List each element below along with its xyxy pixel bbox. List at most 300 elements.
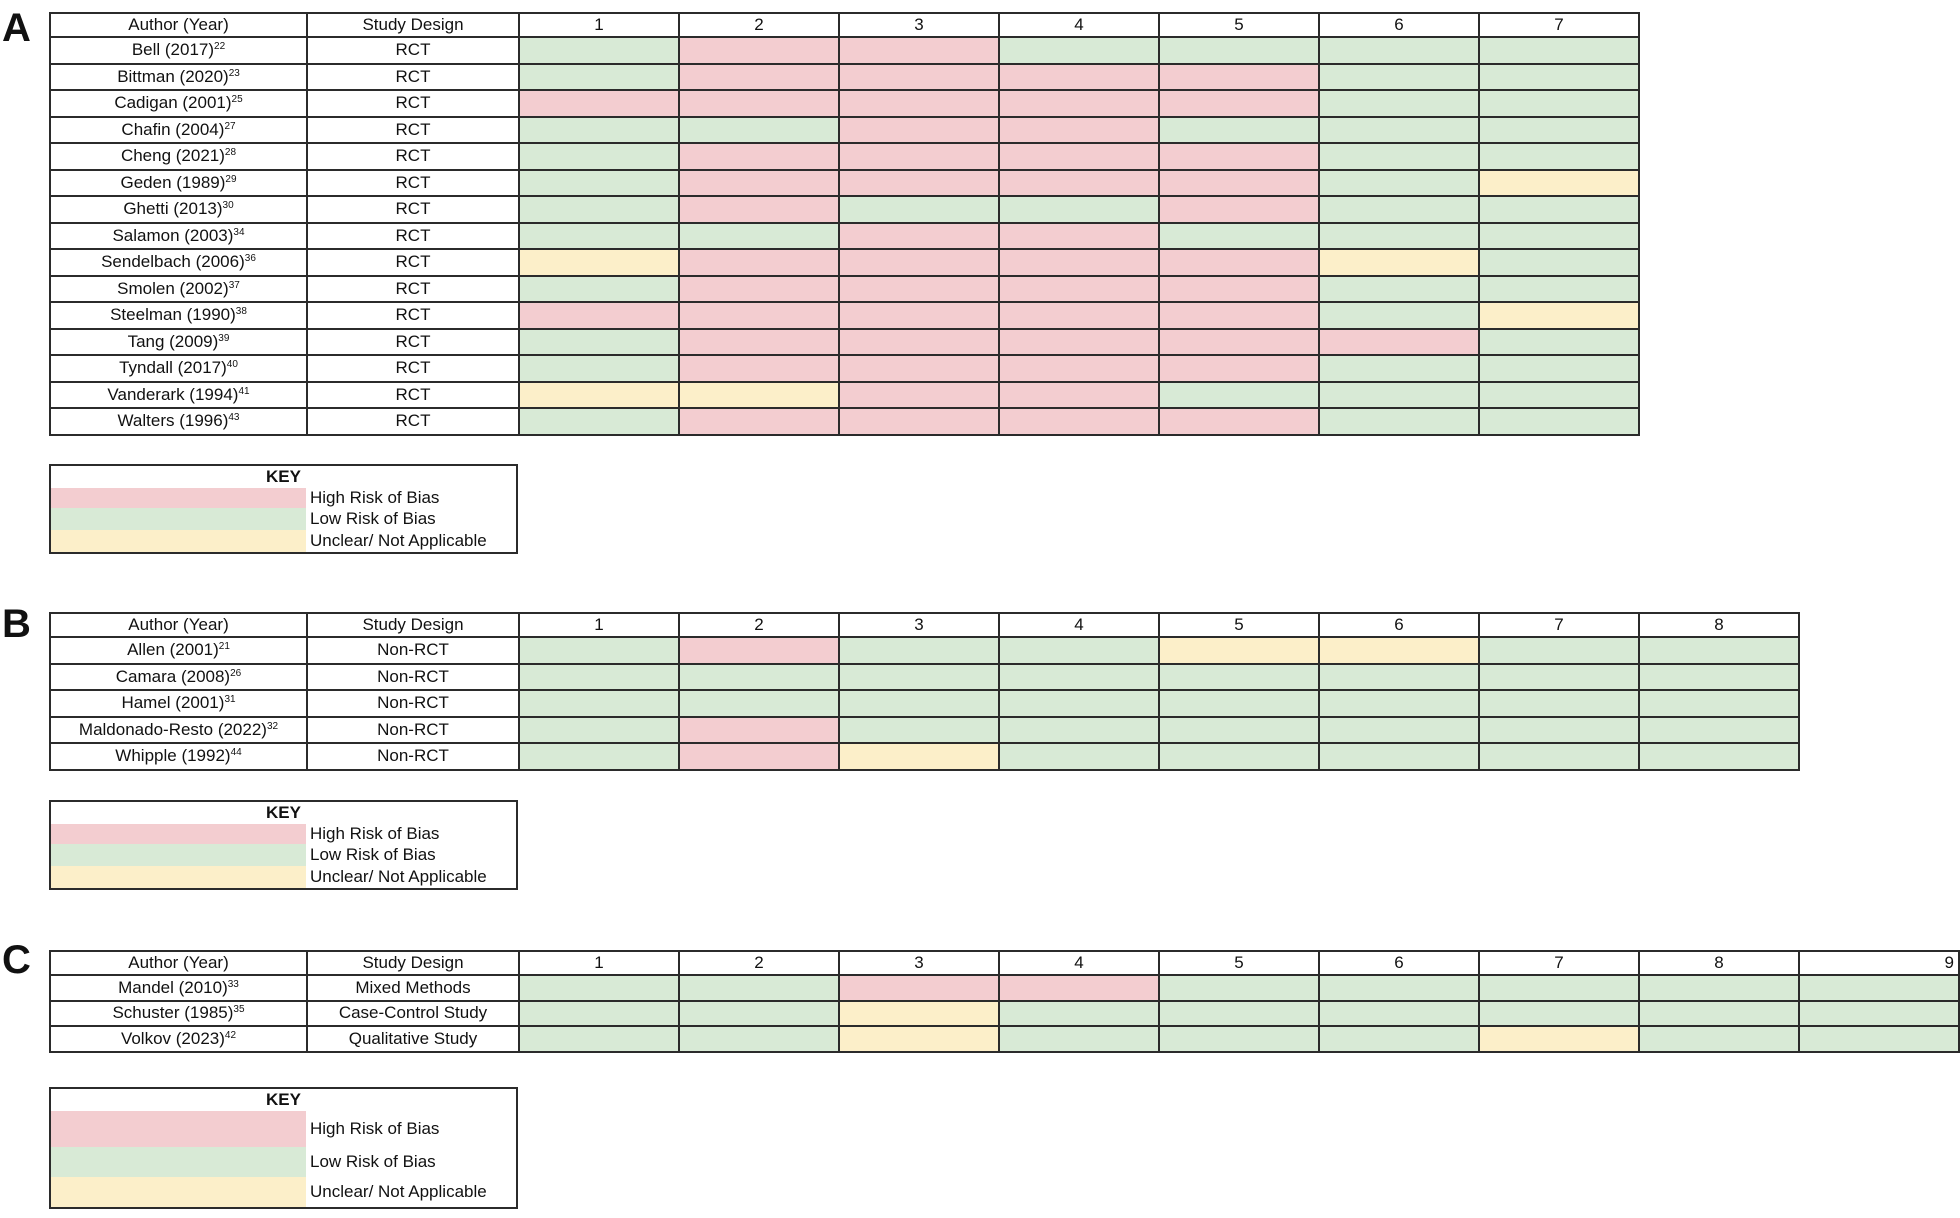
legend-item bbox=[51, 488, 516, 508]
legend-label: Low Risk of Bias bbox=[310, 845, 436, 864]
rating-cell bbox=[519, 664, 679, 691]
risk-of-bias-table bbox=[49, 950, 1960, 1053]
rating-cell bbox=[839, 196, 999, 223]
rating-cell bbox=[679, 408, 839, 435]
legend-item bbox=[51, 844, 516, 866]
rating-cell bbox=[999, 223, 1159, 250]
rating-cell bbox=[1639, 637, 1799, 664]
author-cell bbox=[50, 975, 307, 1001]
criterion-header: 5 bbox=[1159, 13, 1319, 37]
rating-cell bbox=[519, 1026, 679, 1052]
criterion-header: 5 bbox=[1159, 951, 1319, 975]
rating-cell bbox=[1479, 382, 1639, 409]
rating-cell bbox=[839, 37, 999, 64]
rating-cell bbox=[1799, 1001, 1959, 1027]
table-row bbox=[50, 223, 1639, 250]
table-row bbox=[50, 276, 1639, 303]
rating-cell bbox=[679, 1001, 839, 1027]
reference-number: 28 bbox=[224, 147, 237, 159]
reference-number: 25 bbox=[231, 94, 243, 106]
author-cell bbox=[50, 329, 307, 356]
rating-cell bbox=[1319, 170, 1479, 197]
study-design-cell: Qualitative Study bbox=[307, 1026, 519, 1052]
author-cell bbox=[50, 276, 307, 303]
legend-key bbox=[49, 1087, 518, 1209]
rating-cell bbox=[1159, 90, 1319, 117]
table-row bbox=[50, 37, 1639, 64]
rating-cell bbox=[1479, 37, 1639, 64]
legend-label: Unclear/ Not Applicable bbox=[310, 531, 487, 550]
study-design-cell: RCT bbox=[307, 170, 519, 197]
author-name: Smolen (2002) bbox=[117, 278, 229, 298]
reference-number: 39 bbox=[218, 332, 230, 344]
rating-cell bbox=[999, 355, 1159, 382]
rating-cell bbox=[839, 1026, 999, 1052]
author-name: Geden (1989) bbox=[120, 172, 226, 192]
rating-cell bbox=[999, 37, 1159, 64]
legend-swatch bbox=[51, 1147, 306, 1177]
study-design-cell: RCT bbox=[307, 37, 519, 64]
rating-cell bbox=[999, 143, 1159, 170]
rating-cell bbox=[519, 302, 679, 329]
rating-cell bbox=[839, 637, 999, 664]
study-design-cell: Non-RCT bbox=[307, 664, 519, 691]
rating-cell bbox=[1479, 355, 1639, 382]
criterion-header: 4 bbox=[999, 613, 1159, 637]
rating-cell bbox=[1479, 196, 1639, 223]
rating-cell bbox=[1479, 276, 1639, 303]
rating-cell bbox=[1319, 382, 1479, 409]
author-name: Hamel (2001) bbox=[121, 693, 225, 713]
reference-number: 23 bbox=[228, 67, 240, 79]
rating-cell bbox=[1159, 408, 1319, 435]
reference-number: 30 bbox=[222, 200, 234, 212]
rating-cell bbox=[1159, 37, 1319, 64]
legend-item bbox=[51, 530, 516, 552]
criterion-header: 7 bbox=[1479, 951, 1639, 975]
rating-cell bbox=[839, 690, 999, 717]
legend-label: High Risk of Bias bbox=[310, 488, 440, 507]
rating-cell bbox=[839, 143, 999, 170]
reference-number: 33 bbox=[227, 978, 239, 990]
rating-cell bbox=[1639, 717, 1799, 744]
rating-cell bbox=[1159, 637, 1319, 664]
rating-cell bbox=[679, 1026, 839, 1052]
legend-label: Low Risk of Bias bbox=[310, 1152, 436, 1171]
rating-cell bbox=[1319, 64, 1479, 91]
rating-cell bbox=[999, 975, 1159, 1001]
rating-cell bbox=[679, 382, 839, 409]
reference-number: 26 bbox=[230, 667, 242, 679]
rating-cell bbox=[1159, 223, 1319, 250]
rating-cell bbox=[1159, 382, 1319, 409]
rating-cell bbox=[679, 664, 839, 691]
rating-cell bbox=[839, 249, 999, 276]
rating-cell bbox=[1319, 664, 1479, 691]
table-row bbox=[50, 249, 1639, 276]
rating-cell bbox=[679, 975, 839, 1001]
rating-cell bbox=[1319, 355, 1479, 382]
reference-number: 41 bbox=[238, 385, 250, 397]
reference-number: 37 bbox=[228, 279, 240, 291]
legend-item bbox=[51, 824, 516, 844]
rating-cell bbox=[1319, 117, 1479, 144]
rating-cell bbox=[519, 223, 679, 250]
rating-cell bbox=[679, 170, 839, 197]
author-name: Cheng (2021) bbox=[120, 146, 225, 166]
legend-title: KEY bbox=[266, 467, 301, 486]
author-cell bbox=[50, 382, 307, 409]
author-cell bbox=[50, 717, 307, 744]
study-design-cell: RCT bbox=[307, 355, 519, 382]
legend-swatch bbox=[51, 1111, 306, 1147]
rating-cell bbox=[679, 64, 839, 91]
legend-label: High Risk of Bias bbox=[310, 824, 440, 843]
rating-cell bbox=[839, 664, 999, 691]
rating-cell bbox=[1159, 975, 1319, 1001]
rating-cell bbox=[1479, 143, 1639, 170]
author-name: Chafin (2004) bbox=[121, 119, 225, 139]
rating-cell bbox=[839, 276, 999, 303]
table-row bbox=[50, 975, 1959, 1001]
legend-item bbox=[51, 508, 516, 530]
reference-number: 38 bbox=[235, 306, 247, 318]
rating-cell bbox=[1479, 690, 1639, 717]
panel-label: A bbox=[2, 6, 31, 50]
rating-cell bbox=[839, 90, 999, 117]
author-name: Schuster (1985) bbox=[112, 1003, 234, 1023]
author-cell bbox=[50, 302, 307, 329]
author-cell bbox=[50, 90, 307, 117]
panel-label: B bbox=[2, 602, 31, 646]
panel-label: C bbox=[2, 938, 31, 982]
table-row bbox=[50, 64, 1639, 91]
criterion-header: 6 bbox=[1319, 613, 1479, 637]
table-row bbox=[50, 143, 1639, 170]
author-name: Whipple (1992) bbox=[115, 746, 231, 766]
rating-cell bbox=[1319, 143, 1479, 170]
rating-cell bbox=[1479, 717, 1639, 744]
rating-cell bbox=[519, 637, 679, 664]
rating-cell bbox=[1319, 408, 1479, 435]
rating-cell bbox=[519, 276, 679, 303]
author-cell bbox=[50, 743, 307, 770]
criterion-header: 7 bbox=[1479, 613, 1639, 637]
rating-cell bbox=[519, 90, 679, 117]
legend-label: Unclear/ Not Applicable bbox=[310, 867, 487, 886]
study-design-cell: RCT bbox=[307, 302, 519, 329]
study-design-cell: Mixed Methods bbox=[307, 975, 519, 1001]
study-design-cell: Case-Control Study bbox=[307, 1001, 519, 1027]
reference-number: 43 bbox=[228, 412, 240, 424]
author-name: Ghetti (2013) bbox=[123, 199, 223, 219]
study-design-cell: RCT bbox=[307, 223, 519, 250]
rating-cell bbox=[519, 743, 679, 770]
author-cell bbox=[50, 143, 307, 170]
rating-cell bbox=[1159, 1026, 1319, 1052]
criterion-header: 3 bbox=[839, 613, 999, 637]
rating-cell bbox=[839, 743, 999, 770]
rating-cell bbox=[519, 170, 679, 197]
author-cell bbox=[50, 1026, 307, 1052]
legend-item bbox=[51, 866, 516, 888]
design-header: Study Design bbox=[307, 951, 519, 975]
author-header: Author (Year) bbox=[50, 613, 307, 637]
legend-swatch bbox=[51, 866, 306, 888]
rating-cell bbox=[519, 37, 679, 64]
rating-cell bbox=[1159, 664, 1319, 691]
rating-cell bbox=[1159, 717, 1319, 744]
rating-cell bbox=[1319, 975, 1479, 1001]
table-row bbox=[50, 302, 1639, 329]
reference-number: 29 bbox=[225, 173, 237, 185]
table-row bbox=[50, 408, 1639, 435]
rating-cell bbox=[839, 1001, 999, 1027]
rating-cell bbox=[519, 249, 679, 276]
author-cell bbox=[50, 196, 307, 223]
header-row bbox=[50, 951, 1959, 975]
rating-cell bbox=[519, 408, 679, 435]
rating-cell bbox=[679, 355, 839, 382]
rating-cell bbox=[679, 329, 839, 356]
author-name: Sendelbach (2006) bbox=[101, 252, 245, 272]
rating-cell bbox=[839, 223, 999, 250]
legend-label: Unclear/ Not Applicable bbox=[310, 1182, 487, 1201]
rating-cell bbox=[999, 1001, 1159, 1027]
study-design-cell: Non-RCT bbox=[307, 690, 519, 717]
rating-cell bbox=[1799, 1026, 1959, 1052]
author-name: Mandel (2010) bbox=[118, 977, 228, 997]
rating-cell bbox=[1479, 64, 1639, 91]
reference-number: 34 bbox=[233, 226, 245, 238]
rating-cell bbox=[679, 743, 839, 770]
rating-cell bbox=[679, 637, 839, 664]
author-cell bbox=[50, 690, 307, 717]
legend-title: KEY bbox=[266, 803, 301, 822]
rating-cell bbox=[1159, 355, 1319, 382]
rating-cell bbox=[1639, 1026, 1799, 1052]
rating-cell bbox=[1319, 37, 1479, 64]
rating-cell bbox=[1319, 1001, 1479, 1027]
reference-number: 36 bbox=[244, 253, 256, 265]
rating-cell bbox=[1319, 743, 1479, 770]
study-design-cell: RCT bbox=[307, 382, 519, 409]
rating-cell bbox=[1479, 975, 1639, 1001]
reference-number: 31 bbox=[224, 694, 236, 706]
rating-cell bbox=[999, 717, 1159, 744]
criterion-header: 1 bbox=[519, 13, 679, 37]
legend-item bbox=[51, 1177, 516, 1207]
legend-swatch bbox=[51, 824, 306, 844]
author-name: Camara (2008) bbox=[115, 666, 231, 686]
rating-cell bbox=[1479, 302, 1639, 329]
criterion-header: 1 bbox=[519, 951, 679, 975]
study-design-cell: Non-RCT bbox=[307, 743, 519, 770]
rating-cell bbox=[1319, 196, 1479, 223]
rating-cell bbox=[1639, 664, 1799, 691]
rating-cell bbox=[519, 143, 679, 170]
legend-item bbox=[51, 1147, 516, 1177]
criterion-header: 6 bbox=[1319, 13, 1479, 37]
table-row bbox=[50, 382, 1639, 409]
rating-cell bbox=[679, 276, 839, 303]
author-name: Salamon (2003) bbox=[112, 225, 234, 245]
rating-cell bbox=[1639, 743, 1799, 770]
rating-cell bbox=[1479, 743, 1639, 770]
rating-cell bbox=[1319, 223, 1479, 250]
rating-cell bbox=[519, 329, 679, 356]
rating-cell bbox=[999, 170, 1159, 197]
legend-label: Low Risk of Bias bbox=[310, 509, 436, 528]
criterion-header: 7 bbox=[1479, 13, 1639, 37]
legend-key bbox=[49, 800, 518, 890]
author-cell bbox=[50, 408, 307, 435]
rating-cell bbox=[999, 637, 1159, 664]
rating-cell bbox=[519, 1001, 679, 1027]
rating-cell bbox=[519, 196, 679, 223]
table-row bbox=[50, 355, 1639, 382]
rating-cell bbox=[839, 302, 999, 329]
table-row bbox=[50, 637, 1799, 664]
rating-cell bbox=[839, 170, 999, 197]
author-name: Cadigan (2001) bbox=[114, 93, 232, 113]
author-cell bbox=[50, 664, 307, 691]
rating-cell bbox=[679, 302, 839, 329]
table-row bbox=[50, 90, 1639, 117]
risk-of-bias-table bbox=[49, 612, 1800, 771]
rating-cell bbox=[1319, 717, 1479, 744]
rating-cell bbox=[999, 117, 1159, 144]
legend-swatch bbox=[51, 844, 306, 866]
rating-cell bbox=[519, 64, 679, 91]
study-design-cell: Non-RCT bbox=[307, 717, 519, 744]
rating-cell bbox=[1159, 690, 1319, 717]
rating-cell bbox=[999, 1026, 1159, 1052]
reference-number: 35 bbox=[233, 1004, 245, 1016]
rating-cell bbox=[999, 302, 1159, 329]
study-design-cell: Non-RCT bbox=[307, 637, 519, 664]
reference-number: 27 bbox=[224, 120, 236, 132]
rating-cell bbox=[679, 249, 839, 276]
rating-cell bbox=[1159, 196, 1319, 223]
rating-cell bbox=[839, 117, 999, 144]
legend-key bbox=[49, 464, 518, 554]
criterion-header: 1 bbox=[519, 613, 679, 637]
author-header: Author (Year) bbox=[50, 13, 307, 37]
author-cell bbox=[50, 170, 307, 197]
study-design-cell: RCT bbox=[307, 249, 519, 276]
criterion-header: 2 bbox=[679, 613, 839, 637]
rating-cell bbox=[679, 37, 839, 64]
legend-title: KEY bbox=[266, 1090, 301, 1109]
author-name: Bittman (2020) bbox=[117, 66, 229, 86]
author-name: Steelman (1990) bbox=[110, 305, 236, 325]
table-row bbox=[50, 664, 1799, 691]
rating-cell bbox=[999, 743, 1159, 770]
rating-cell bbox=[1479, 223, 1639, 250]
study-design-cell: RCT bbox=[307, 143, 519, 170]
rating-cell bbox=[1159, 276, 1319, 303]
rating-cell bbox=[519, 382, 679, 409]
author-cell bbox=[50, 64, 307, 91]
criterion-header: 9 bbox=[1799, 951, 1959, 975]
table-row bbox=[50, 717, 1799, 744]
author-header: Author (Year) bbox=[50, 951, 307, 975]
rating-cell bbox=[999, 64, 1159, 91]
rating-cell bbox=[1159, 249, 1319, 276]
author-name: Tyndall (2017) bbox=[119, 358, 227, 378]
reference-number: 40 bbox=[226, 359, 238, 371]
rating-cell bbox=[1159, 117, 1319, 144]
rating-cell bbox=[1479, 170, 1639, 197]
author-cell bbox=[50, 1001, 307, 1027]
criterion-header: 3 bbox=[839, 13, 999, 37]
table-row bbox=[50, 1026, 1959, 1052]
table-row bbox=[50, 690, 1799, 717]
rating-cell bbox=[679, 223, 839, 250]
rating-cell bbox=[999, 382, 1159, 409]
rating-cell bbox=[1159, 302, 1319, 329]
table-row bbox=[50, 196, 1639, 223]
reference-number: 32 bbox=[266, 720, 279, 732]
legend-swatch bbox=[51, 530, 306, 552]
rating-cell bbox=[1639, 975, 1799, 1001]
study-design-cell: RCT bbox=[307, 329, 519, 356]
design-header: Study Design bbox=[307, 13, 519, 37]
rating-cell bbox=[1319, 302, 1479, 329]
study-design-cell: RCT bbox=[307, 117, 519, 144]
author-name: Tang (2009) bbox=[127, 331, 219, 351]
rating-cell bbox=[999, 329, 1159, 356]
author-name: Walters (1996) bbox=[117, 411, 229, 431]
rating-cell bbox=[1319, 1026, 1479, 1052]
rating-cell bbox=[1479, 637, 1639, 664]
rating-cell bbox=[839, 382, 999, 409]
rating-cell bbox=[679, 90, 839, 117]
rating-cell bbox=[679, 717, 839, 744]
criterion-header: 2 bbox=[679, 951, 839, 975]
rating-cell bbox=[519, 717, 679, 744]
rating-cell bbox=[1319, 329, 1479, 356]
reference-number: 21 bbox=[218, 641, 230, 653]
rating-cell bbox=[999, 276, 1159, 303]
table-row bbox=[50, 743, 1799, 770]
rating-cell bbox=[1159, 743, 1319, 770]
rating-cell bbox=[1479, 1001, 1639, 1027]
criterion-header: 5 bbox=[1159, 613, 1319, 637]
author-cell bbox=[50, 223, 307, 250]
rating-cell bbox=[999, 690, 1159, 717]
study-design-cell: RCT bbox=[307, 64, 519, 91]
rating-cell bbox=[1159, 143, 1319, 170]
table-row bbox=[50, 170, 1639, 197]
legend-swatch bbox=[51, 1177, 306, 1207]
table-row bbox=[50, 1001, 1959, 1027]
criterion-header: 3 bbox=[839, 951, 999, 975]
rating-cell bbox=[519, 690, 679, 717]
rating-cell bbox=[839, 408, 999, 435]
criterion-header: 6 bbox=[1319, 951, 1479, 975]
legend-swatch bbox=[51, 488, 306, 508]
header-row bbox=[50, 613, 1799, 637]
criterion-header: 4 bbox=[999, 13, 1159, 37]
reference-number: 22 bbox=[214, 41, 226, 53]
rating-cell bbox=[1479, 664, 1639, 691]
rating-cell bbox=[1479, 90, 1639, 117]
rating-cell bbox=[1799, 975, 1959, 1001]
study-design-cell: RCT bbox=[307, 276, 519, 303]
rating-cell bbox=[839, 717, 999, 744]
